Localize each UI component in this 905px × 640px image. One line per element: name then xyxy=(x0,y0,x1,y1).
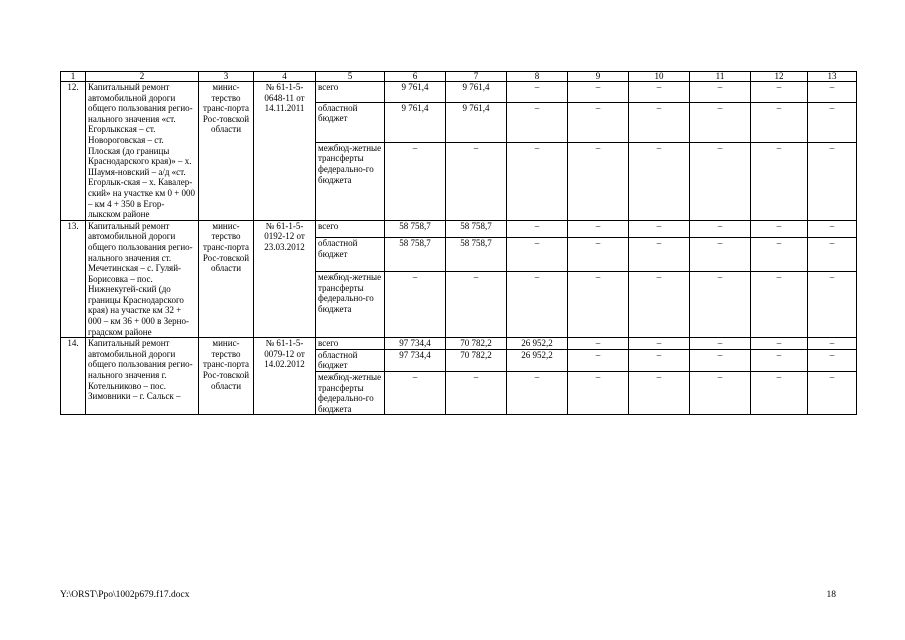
amount-cell: – xyxy=(507,372,568,415)
amount-cell: – xyxy=(507,220,568,238)
row-description: Капитальный ремонт автомобильной дороги общего пользования регио-нального значения «ст. Егорлыкская – ст. Новороговская – ст. Плоская (до границы Краснодарского края)» – х. Шаумя-новский – а/д «ст. Егорлык-ская – х. Кавалер-ский» на участке км 0 + 000 – км 4 + 350 в Егор-лыкском районе xyxy=(86,82,199,221)
amount-cell: 26 952,2 xyxy=(507,349,568,371)
amount-cell: – xyxy=(751,372,808,415)
header-row xyxy=(61,72,857,82)
amount-cell: – xyxy=(751,142,808,220)
amount-cell: 97 734,4 xyxy=(385,349,446,371)
amount-cell: 97 734,4 xyxy=(385,338,446,350)
amount-cell: – xyxy=(446,372,507,415)
amount-cell: – xyxy=(629,349,690,371)
file-path: Y:\ORST\Ppo\1002p679.f17.docx xyxy=(60,590,190,600)
amount-cell: – xyxy=(507,272,568,338)
header-cell: 12 xyxy=(751,72,808,82)
amount-cell: – xyxy=(568,372,629,415)
funding-source: всего xyxy=(316,220,385,238)
row-number: 12. xyxy=(61,82,86,221)
amount-cell: – xyxy=(568,349,629,371)
amount-cell: 9 761,4 xyxy=(446,102,507,142)
amount-cell: – xyxy=(629,238,690,272)
amount-cell: – xyxy=(629,220,690,238)
amount-cell: – xyxy=(629,102,690,142)
header-cell: 9 xyxy=(568,72,629,82)
amount-cell: 9 761,4 xyxy=(385,82,446,103)
amount-cell: 9 761,4 xyxy=(446,82,507,103)
header-cell: 6 xyxy=(385,72,446,82)
row-permit: № 61-1-5-0648-11 от 14.11.2011 xyxy=(254,82,316,221)
amount-cell: – xyxy=(690,238,751,272)
row-number: 14. xyxy=(61,338,86,415)
amount-cell: – xyxy=(751,220,808,238)
amount-cell: – xyxy=(690,372,751,415)
header-cell: 8 xyxy=(507,72,568,82)
amount-cell: – xyxy=(507,102,568,142)
amount-cell: – xyxy=(808,142,857,220)
row-description: Капитальный ремонт автомобильной дороги общего пользования регио-нального значения г. Котельниково – пос. Зимовники – г. Сальск – xyxy=(86,338,199,415)
funding-source: областной бюджет xyxy=(316,349,385,371)
header-cell: 5 xyxy=(316,72,385,82)
amount-cell: – xyxy=(507,238,568,272)
amount-cell: – xyxy=(568,142,629,220)
amount-cell: – xyxy=(690,102,751,142)
amount-cell: – xyxy=(568,338,629,350)
row-permit: № 61-1-5-0192-12 от 23.03.2012 xyxy=(254,220,316,338)
row-customer: минис-терство транс-порта Рос-товской области xyxy=(199,338,254,415)
funding-source: всего xyxy=(316,338,385,350)
amount-cell: – xyxy=(808,220,857,238)
header-cell: 13 xyxy=(808,72,857,82)
funding-source: областной бюджет xyxy=(316,102,385,142)
amount-cell: – xyxy=(690,220,751,238)
header-cell: 2 xyxy=(86,72,199,82)
amount-cell: – xyxy=(568,238,629,272)
amount-cell: – xyxy=(751,238,808,272)
amount-cell: 58 758,7 xyxy=(446,238,507,272)
amount-cell: – xyxy=(629,142,690,220)
amount-cell: – xyxy=(385,142,446,220)
amount-cell: – xyxy=(690,82,751,103)
header-cell: 7 xyxy=(446,72,507,82)
funding-source: межбюд-жетные трансферты федерально-го бюджета xyxy=(316,372,385,415)
header-cell: 4 xyxy=(254,72,316,82)
table-row xyxy=(61,338,857,350)
amount-cell: – xyxy=(385,372,446,415)
amount-cell: – xyxy=(751,349,808,371)
amount-cell: 58 758,7 xyxy=(385,238,446,272)
table-row xyxy=(61,220,857,238)
amount-cell: 70 782,2 xyxy=(446,338,507,350)
amount-cell: 9 761,4 xyxy=(385,102,446,142)
amount-cell: – xyxy=(568,272,629,338)
amount-cell: – xyxy=(808,272,857,338)
funding-source: межбюд-жетные трансферты федерально-го бюджета xyxy=(316,142,385,220)
row-description: Капитальный ремонт автомобильной дороги общего пользования регио-нального значения ст. Мечетинская – с. Гуляй-Борисовка – пос. Нижнекугей-ский (до границы Краснодарского края) на участке км 32 + 000 – км 36 + 000 в Зерно-градском районе xyxy=(86,220,199,338)
amount-cell: – xyxy=(568,220,629,238)
amount-cell: – xyxy=(446,272,507,338)
amount-cell: 26 952,2 xyxy=(507,338,568,350)
amount-cell: – xyxy=(629,272,690,338)
amount-cell: – xyxy=(808,102,857,142)
row-number: 13. xyxy=(61,220,86,338)
amount-cell: – xyxy=(568,102,629,142)
amount-cell: – xyxy=(751,82,808,103)
amount-cell: – xyxy=(446,142,507,220)
header-cell: 1 xyxy=(61,72,86,82)
amount-cell: – xyxy=(690,142,751,220)
amount-cell: – xyxy=(690,338,751,350)
amount-cell: – xyxy=(385,272,446,338)
budget-table xyxy=(60,71,857,415)
amount-cell: – xyxy=(751,338,808,350)
row-customer: минис-терство транс-порта Рос-товской области xyxy=(199,220,254,338)
header-cell: 11 xyxy=(690,72,751,82)
table-row xyxy=(61,82,857,103)
amount-cell: – xyxy=(690,349,751,371)
amount-cell: 58 758,7 xyxy=(385,220,446,238)
amount-cell: 58 758,7 xyxy=(446,220,507,238)
funding-source: межбюд-жетные трансферты федерально-го бюджета xyxy=(316,272,385,338)
row-permit: № 61-1-5-0079-12 от 14.02.2012 xyxy=(254,338,316,415)
amount-cell: – xyxy=(629,338,690,350)
amount-cell: – xyxy=(808,82,857,103)
amount-cell: – xyxy=(808,349,857,371)
amount-cell: 70 782,2 xyxy=(446,349,507,371)
amount-cell: – xyxy=(751,272,808,338)
header-cell: 3 xyxy=(199,72,254,82)
amount-cell: – xyxy=(568,82,629,103)
header-cell: 10 xyxy=(629,72,690,82)
amount-cell: – xyxy=(507,82,568,103)
amount-cell: – xyxy=(808,238,857,272)
amount-cell: – xyxy=(808,338,857,350)
amount-cell: – xyxy=(751,102,808,142)
amount-cell: – xyxy=(507,142,568,220)
amount-cell: – xyxy=(629,372,690,415)
funding-source: всего xyxy=(316,82,385,103)
amount-cell: – xyxy=(629,82,690,103)
page-number: 18 xyxy=(826,590,836,600)
funding-source: областной бюджет xyxy=(316,238,385,272)
row-customer: минис-терство транс-порта Рос-товской области xyxy=(199,82,254,221)
amount-cell: – xyxy=(690,272,751,338)
amount-cell: – xyxy=(808,372,857,415)
